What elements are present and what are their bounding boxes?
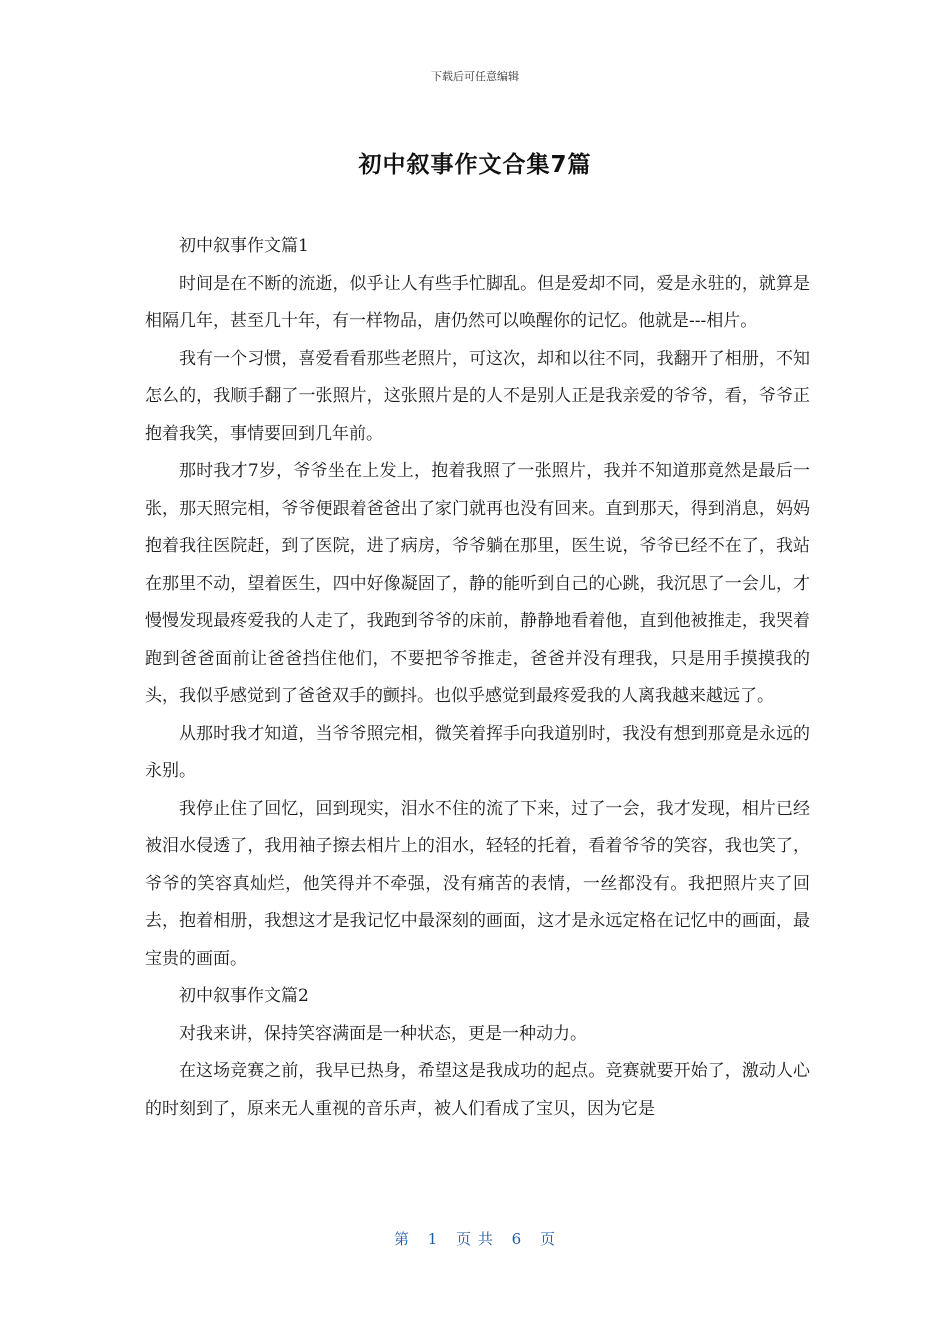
- total-page-count: 6: [511, 1230, 523, 1248]
- page-footer: [0, 1228, 950, 1249]
- footer-word-end: 页: [540, 1230, 557, 1248]
- paragraph: 从那时我才知道，当爷爷照完相，微笑着挥手向我道别时，我没有想到那竟是永远的永别。: [145, 723, 810, 781]
- section-heading: 初中叙事作文篇2: [179, 986, 309, 1006]
- current-page-number: 1: [427, 1230, 439, 1248]
- paragraph: 在这场竞赛之前，我早已热身，希望这是我成功的起点。竞赛就要开始了，激动人心的时刻到了，原来无人重视的音乐声，被人们看成了宝贝，因为它是: [145, 1061, 810, 1119]
- page-header: 下载后可任意编辑: [431, 70, 519, 83]
- document-title: 初中叙事作文合集7篇: [358, 152, 592, 178]
- paragraph: 时间是在不断的流逝，似乎让人有些手忙脚乱。但是爱却不同，爱是永驻的，就算是相隔几年，甚至几十年，有一样物品，唐仍然可以唤醒你的记忆。他就是---相片。: [145, 273, 810, 331]
- paragraph: 我有一个习惯，喜爱看看那些老照片，可这次，却和以往不同，我翻开了相册，不知怎么的，我顺手翻了一张照片，这张照片是的人不是别人正是我亲爱的爷爷，看，爷爷正抱着我笑，事情要回到几年前。: [145, 348, 810, 444]
- paragraph: 那时我才7岁，爷爷坐在上发上，抱着我照了一张照片，我并不知道那竟然是最后一张，那天照完相，爷爷便跟着爸爸出了家门就再也没有回来。直到那天，得到消息，妈妈抱着我往医院赶，到了医院，进了病房，爷爷躺在那里，医生说，爷爷已经不在了，我站在那里不动，望着医生，四中好像凝固了，静的能听到自己的心跳，我沉思了一会儿，才慢慢发现最疼爱我的人走了，我跑到爷爷的床前，静静地看着他，直到他被推走，我哭着跑到爸爸面前让爸爸挡住他们，不要把爷爷推走，爸爸并没有理我，只是用手摸摸我的头，我似乎感觉到了爸爸双手的颤抖。也似乎感觉到最疼爱我的人离我越来越远了。: [145, 461, 810, 706]
- paragraph: 对我来讲，保持笑容满面是一种状态，更是一种动力。: [179, 1023, 587, 1044]
- footer-word-page: 第: [393, 1230, 410, 1248]
- document-body: [145, 228, 810, 1128]
- footer-word-of: 页 共: [456, 1230, 494, 1248]
- paragraph: 我停止住了回忆，回到现实，泪水不住的流了下来，过了一会，我才发现，相片已经被泪水侵透了，我用袖子擦去相片上的泪水，轻轻的托着，看着爷爷的笑容，我也笑了，爷爷的笑容真灿烂，他笑得并不牵强，没有痛苦的表情，一丝都没有。我把照片夹了回去，抱着相册，我想这才是我记忆中最深刻的画面，这才是永远定格在记忆中的画面，最宝贵的画面。: [145, 798, 810, 969]
- section-heading: 初中叙事作文篇1: [179, 236, 309, 256]
